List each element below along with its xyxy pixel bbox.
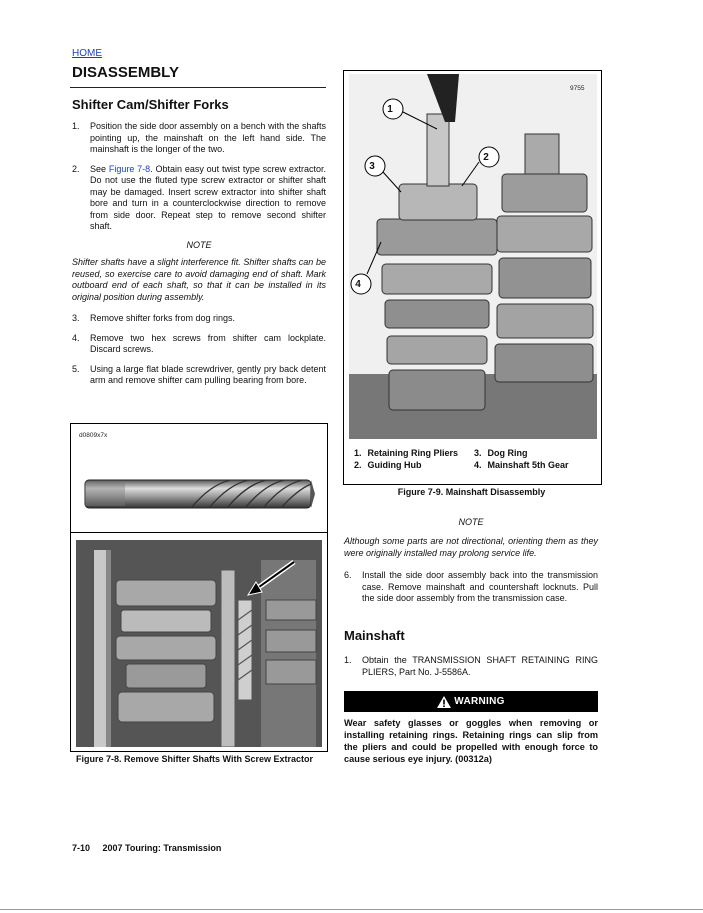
warning-triangle-icon: [437, 696, 451, 708]
page-number: 7-10: [72, 843, 91, 853]
list-item: 6. Install the side door assembly back into the transmission case. Remove mainshaft and countershaft locknuts. Pull the side door assembly from the transmission case.: [344, 570, 598, 603]
page-title: DISASSEMBLY: [72, 64, 179, 81]
list-item: 3. Remove shifter forks from dog rings.: [72, 313, 236, 323]
screw-extractor-illustration: [71, 424, 327, 534]
list-item: 1. Position the side door assembly on a bench with the shafts pointing up, the mainshaft on the left hand side. The mainshaft is the longer of the two.: [72, 121, 326, 154]
list-item: 1. Obtain the TRANSMISSION SHAFT RETAINING RING PLIERS, Part No. J-5586A.: [344, 655, 598, 677]
list-item: 5. Using a large flat blade screwdriver, gently pry back detent arm and remove shifter cam pulling bearing from bore.: [72, 363, 326, 385]
transmission-photo: [76, 540, 322, 747]
figure-7-9: [343, 70, 602, 485]
warning-label: WARNING: [454, 696, 505, 707]
steps-list-4: [344, 655, 598, 686]
note-text-2: Although some parts are not directional, orienting them as they were originally installed may prolong service life.: [344, 536, 598, 558]
mainshaft-photo: [347, 74, 598, 440]
figure-id: 9755: [570, 85, 585, 92]
figure-divider: [71, 532, 327, 533]
list-item: 2. See Figure 7-8. Obtain easy out twist type screw extractor. Do not use the fluted type screw extractor or shifter shaft may be damaged. Insert screw extractor into shifter shaft bore and turn in a counterclockwise direction to remove from side door. Repeat step to remove second shifter shaft.: [72, 163, 326, 231]
figure-id: d0809x7x: [79, 432, 108, 439]
note-text: Shifter shafts have a slight interference fit. Shifter shafts can be reused, so exercise care to avoid damaging end of shaft. Mark outboard end of each shaft, so that it can be installed in its original position during assembly.: [72, 257, 326, 302]
steps-list-2: [72, 313, 326, 395]
callout-3: 3: [369, 161, 375, 172]
figure-7-8: [70, 423, 328, 752]
home-link[interactable]: HOME: [72, 48, 102, 59]
warning-text: Wear safety glasses or goggles when removing or installing retaining rings. Retaining rings can slip from the pliers and could be propelled with enough force to cause serious eye injury. (00312a): [344, 718, 598, 764]
subsection-heading: Shifter Cam/Shifter Forks: [72, 97, 229, 112]
figure-legend: 1. Retaining Ring Pliers 3. Dog Ring 2. Guiding Hub 4. Mainshaft 5th Gear: [354, 448, 569, 470]
note-heading: NOTE: [186, 240, 212, 250]
callout-4: 4: [355, 279, 361, 290]
callout-2: 2: [483, 152, 489, 163]
footer-title: 2007 Touring: Transmission: [102, 843, 222, 853]
figure-7-8-caption: Figure 7-8. Remove Shifter Shafts With Screw Extractor: [76, 754, 313, 764]
note-heading-2: NOTE: [458, 517, 484, 527]
steps-list-3: [344, 570, 598, 613]
figure-7-8-link[interactable]: Figure 7-8: [108, 163, 151, 174]
steps-list-1: [72, 121, 326, 241]
page-footer: [72, 843, 221, 853]
title-rule: [70, 87, 326, 88]
list-item: 4. Remove two hex screws from shifter cam lockplate. Discard screws.: [72, 332, 326, 354]
callout-1: 1: [387, 104, 393, 115]
figure-7-9-caption: Figure 7-9. Mainshaft Disassembly: [397, 487, 546, 497]
warning-banner: [344, 691, 598, 712]
bottom-rule: [0, 909, 703, 910]
mainshaft-heading: Mainshaft: [344, 628, 405, 643]
